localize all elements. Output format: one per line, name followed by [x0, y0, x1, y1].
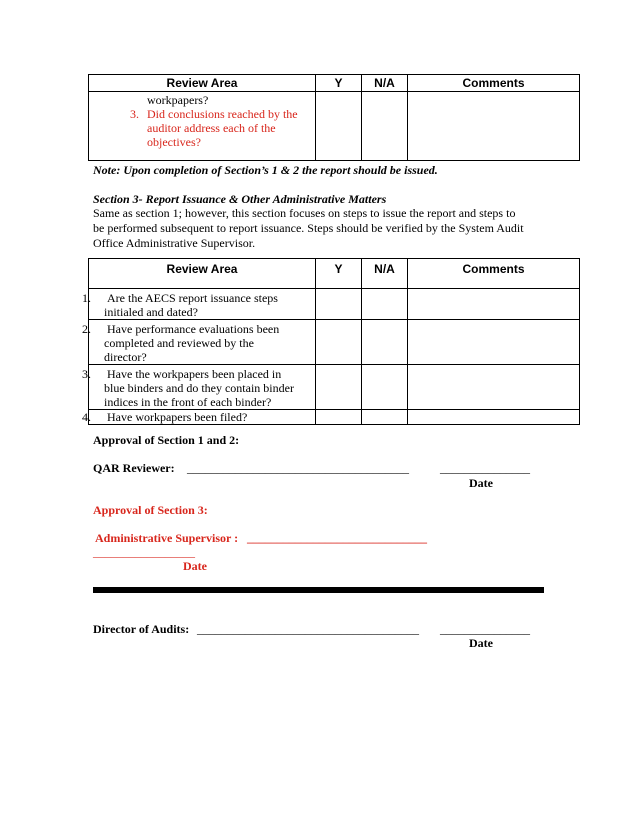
review-area-cell	[82, 365, 316, 410]
table-row	[89, 410, 580, 425]
comments-cell[interactable]	[408, 365, 580, 410]
item-number: 4.	[82, 410, 91, 424]
header-comments: Comments	[408, 75, 580, 92]
list-item	[130, 107, 315, 149]
director-date-label: Date	[469, 636, 493, 650]
section-3-description	[93, 206, 553, 251]
administrative-supervisor-signature-line[interactable]: ______________________________	[247, 531, 427, 545]
item-line: director?	[104, 350, 147, 364]
director-signature-line[interactable]: _____________________________________	[197, 622, 419, 636]
na-cell[interactable]	[362, 410, 408, 425]
review-area-cell	[82, 320, 316, 365]
item-line: Did conclusions reached by the	[147, 107, 298, 121]
description-line: Office Administrative Supervisor.	[93, 236, 256, 250]
review-area-cell	[82, 410, 316, 425]
review-table-section-3	[82, 258, 580, 425]
item-line: initialed and dated?	[104, 305, 198, 319]
header-y: Y	[316, 75, 362, 92]
item-line: objectives?	[147, 135, 201, 149]
section-note: Note: Upon completion of Section’s 1 & 2 the report should be issued.	[93, 163, 438, 177]
table-header-row	[89, 259, 580, 289]
item-line: Have the workpapers been placed in	[107, 367, 282, 381]
item-line: Have performance evaluations been	[107, 322, 280, 336]
item-line: blue binders and do they contain binder	[104, 381, 294, 395]
item-number: 3.	[130, 107, 139, 121]
na-cell[interactable]	[362, 289, 408, 320]
review-area-cell	[82, 289, 316, 320]
review-table-section-2	[88, 74, 580, 161]
qar-signature-line[interactable]: _____________________________________	[187, 461, 409, 475]
comments-cell[interactable]	[408, 92, 580, 161]
comments-cell[interactable]	[408, 320, 580, 365]
director-date-line[interactable]: _______________	[440, 622, 530, 636]
y-cell[interactable]	[316, 92, 362, 161]
na-cell[interactable]	[362, 365, 408, 410]
qar-reviewer-label: QAR Reviewer:	[93, 461, 175, 475]
na-cell[interactable]	[362, 92, 408, 161]
administrative-supervisor-date-label: Date	[183, 559, 207, 573]
y-cell[interactable]	[316, 410, 362, 425]
item-number: 3.	[82, 367, 91, 381]
item-line: indices in the front of each binder?	[104, 395, 272, 409]
table-row	[89, 365, 580, 410]
review-area-cell	[89, 92, 316, 161]
section-3-title: Section 3- Report Issuance & Other Administrative Matters	[93, 192, 387, 206]
header-na: N/A	[362, 259, 408, 289]
item-line: auditor address each of the	[147, 121, 276, 135]
table-header-row	[89, 75, 580, 92]
item-number: 2.	[82, 322, 91, 336]
item-number: 1.	[82, 291, 91, 305]
header-review-area: Review Area	[89, 75, 316, 92]
qar-date-label: Date	[469, 476, 493, 490]
director-of-audits-label: Director of Audits:	[93, 622, 190, 636]
approval-section-1-2-heading: Approval of Section 1 and 2:	[93, 433, 240, 447]
item-line: completed and reviewed by the	[104, 336, 254, 350]
description-line: be performed subsequent to report issuance. Steps should be verified by the System Audit	[93, 221, 524, 235]
comments-cell[interactable]	[408, 410, 580, 425]
na-cell[interactable]	[362, 320, 408, 365]
table-row	[89, 92, 580, 161]
y-cell[interactable]	[316, 289, 362, 320]
header-y: Y	[316, 259, 362, 289]
header-na: N/A	[362, 75, 408, 92]
horizontal-rule	[93, 587, 544, 593]
item-line: Have workpapers been filed?	[107, 410, 248, 424]
y-cell[interactable]	[316, 365, 362, 410]
administrative-supervisor-date-line[interactable]: _________________	[93, 545, 195, 559]
header-review-area: Review Area	[89, 259, 316, 289]
table-row	[89, 289, 580, 320]
description-line: Same as section 1; however, this section focuses on steps to issue the report and steps to	[93, 206, 516, 220]
qar-date-line[interactable]: _______________	[440, 461, 530, 475]
header-comments: Comments	[408, 259, 580, 289]
administrative-supervisor-label: Administrative Supervisor :	[95, 531, 239, 545]
approval-section-3-heading: Approval of Section 3:	[93, 503, 208, 517]
table-row	[89, 320, 580, 365]
y-cell[interactable]	[316, 320, 362, 365]
comments-cell[interactable]	[408, 289, 580, 320]
item-line: Are the AECS report issuance steps	[107, 291, 278, 305]
continued-text: workpapers?	[147, 93, 209, 107]
